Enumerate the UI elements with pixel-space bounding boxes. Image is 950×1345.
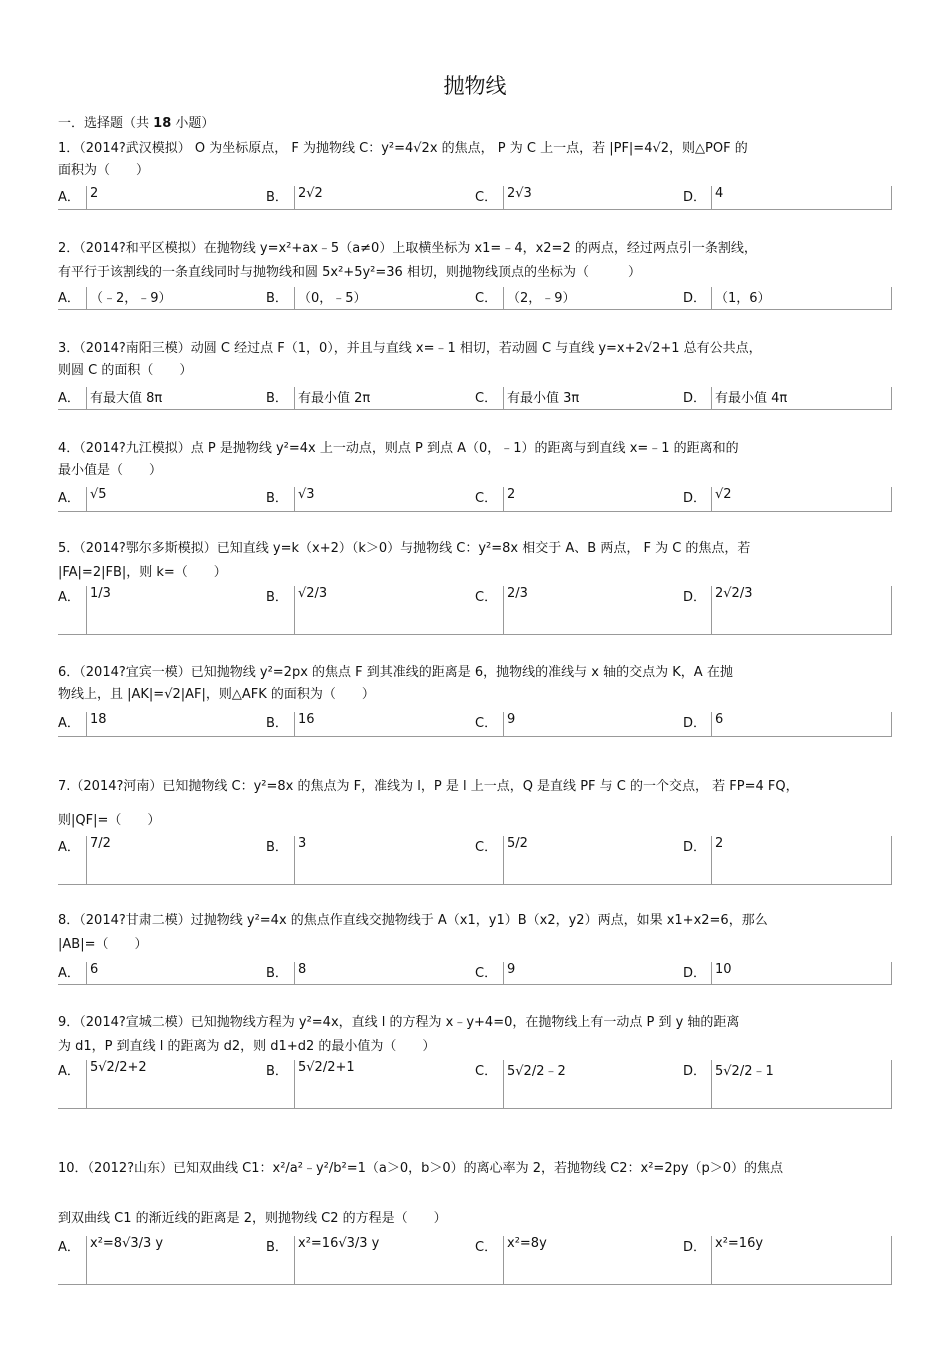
option-label: C．: [475, 190, 498, 205]
option-value: （2，﹣9）: [503, 287, 683, 309]
option-value: 2: [503, 487, 683, 511]
option-label: A．: [58, 391, 80, 406]
option-label: C．: [475, 291, 498, 306]
option-b[interactable]: [266, 287, 475, 309]
option-value: √5: [86, 487, 266, 511]
option-label: B．: [266, 590, 288, 605]
option-b[interactable]: [266, 186, 475, 209]
question-text-line: 面积为（ ）: [58, 163, 150, 178]
option-label: C．: [475, 491, 498, 506]
question-4: [58, 438, 894, 482]
option-value: x²=8y: [503, 1236, 683, 1284]
option-label: B．: [266, 491, 288, 506]
option-d[interactable]: [683, 836, 892, 884]
option-value: 9: [503, 712, 683, 736]
section-count: 18: [153, 116, 172, 131]
option-label: B．: [266, 1064, 288, 1079]
option-label: B．: [266, 966, 288, 981]
question-2: [58, 238, 894, 284]
options-row-right-border: [891, 287, 892, 309]
question-text-line: 6．（2014?宜宾一模）已知抛物线 y²=2px 的焦点 F 到其准线的距离是 6，抛物线的准线与 x 轴的交点为 K，A 在抛: [58, 665, 733, 680]
option-c[interactable]: [475, 586, 683, 634]
option-label: B．: [266, 190, 288, 205]
option-a[interactable]: [58, 287, 266, 309]
option-d[interactable]: [683, 287, 892, 309]
option-label: C．: [475, 590, 498, 605]
question-text-line: 则圆 C 的面积（ ）: [58, 363, 193, 378]
option-label: D．: [683, 1240, 707, 1255]
option-b[interactable]: [266, 387, 475, 409]
question-text-line: 7.（2014?河南）已知抛物线 C：y²=8x 的焦点为 F，准线为 l，P 是 l 上一点，Q 是直线 PF 与 C 的一个交点， 若 FP=4 FQ，: [58, 779, 799, 794]
option-c[interactable]: [475, 287, 683, 309]
option-a[interactable]: [58, 387, 266, 409]
option-value: 10: [711, 962, 892, 984]
option-label: D．: [683, 291, 707, 306]
options-row: [58, 586, 892, 635]
question-text-line: 10．（2012?山东）已知双曲线 C1：x²/a²﹣y²/b²=1（a＞0，b＞0）的离心率为 2，若抛物线 C2：x²=2py（p＞0）的焦点: [58, 1161, 784, 1176]
options-row: [58, 487, 892, 512]
option-label: C．: [475, 1064, 498, 1079]
question-text-line: 9．（2014?宣城二模）已知抛物线方程为 y²=4x，直线 l 的方程为 x﹣y+4=0，在抛物线上有一动点 P 到 y 轴的距离: [58, 1015, 740, 1030]
option-d[interactable]: [683, 712, 892, 736]
option-value: x²=16y: [711, 1236, 892, 1284]
option-label: C．: [475, 840, 498, 855]
option-label: D．: [683, 590, 707, 605]
question-text-line: 3．（2014?南阳三模）动圆 C 经过点 F（1，0），并且与直线 x=﹣1 相切，若动圆 C 与直线 y=x+2√2+1 总有公共点，: [58, 341, 762, 356]
option-a[interactable]: [58, 962, 266, 984]
option-b[interactable]: [266, 1236, 475, 1284]
option-a[interactable]: [58, 1236, 266, 1284]
option-b[interactable]: [266, 487, 475, 511]
option-a[interactable]: [58, 487, 266, 511]
option-label: B．: [266, 716, 288, 731]
option-a[interactable]: [58, 1060, 266, 1108]
option-label: A．: [58, 291, 80, 306]
option-value: 有最小值 4π: [711, 387, 892, 409]
option-b[interactable]: [266, 1060, 475, 1108]
option-label: B．: [266, 291, 288, 306]
option-a[interactable]: [58, 836, 266, 884]
options-row-right-border: [891, 1060, 892, 1108]
question-6: [58, 662, 894, 706]
question-1: [58, 138, 894, 182]
section-prefix: 一．选择题（共: [58, 116, 150, 131]
option-label: D．: [683, 491, 707, 506]
options-row-right-border: [891, 186, 892, 209]
option-value: 2√3: [503, 186, 683, 209]
option-c[interactable]: [475, 487, 683, 511]
page-title: 抛物线: [443, 74, 507, 98]
option-label: B．: [266, 840, 288, 855]
question-text-line: 到双曲线 C1 的渐近线的距离是 2，则抛物线 C2 的方程是（ ）: [58, 1211, 447, 1226]
options-row-right-border: [891, 586, 892, 634]
option-value: √2: [711, 487, 892, 511]
option-value: 4: [711, 186, 892, 209]
option-value: 16: [294, 712, 475, 736]
option-b[interactable]: [266, 836, 475, 884]
option-value: 5√2/2+1: [294, 1060, 475, 1108]
options-row-right-border: [891, 487, 892, 511]
option-value: x²=8√3/3 y: [86, 1236, 266, 1284]
option-d[interactable]: [683, 1236, 892, 1284]
option-value: √2/3: [294, 586, 475, 634]
option-value: 6: [86, 962, 266, 984]
question-text-line: 1．（2014?武汉模拟） O 为坐标原点， F 为抛物线 C：y²=4√2x 的焦点， P 为 C 上一点，若 |PF|=4√2，则△POF 的: [58, 141, 748, 156]
options-row: [58, 287, 892, 310]
option-c[interactable]: [475, 1236, 683, 1284]
question-text-line: 则|QF|=（ ）: [58, 813, 161, 828]
option-c[interactable]: [475, 186, 683, 209]
option-b[interactable]: [266, 962, 475, 984]
option-label: A．: [58, 190, 80, 205]
option-label: D．: [683, 966, 707, 981]
option-value: 2: [711, 836, 892, 884]
option-value: （﹣2，﹣9）: [86, 287, 266, 309]
option-value: 7/2: [86, 836, 266, 884]
section-heading: [58, 112, 214, 131]
option-label: C．: [475, 966, 498, 981]
option-a[interactable]: [58, 712, 266, 736]
question-text-line: 有平行于该割线的一条直线同时与抛物线和圆 5x²+5y²=36 相切，则抛物线顶点的坐标为（ ）: [58, 265, 641, 280]
option-value: 有最大值 8π: [86, 387, 266, 409]
options-row: [58, 836, 892, 885]
option-label: C．: [475, 391, 498, 406]
option-label: B．: [266, 1240, 288, 1255]
question-8: [58, 910, 894, 956]
option-c[interactable]: [475, 387, 683, 409]
option-c[interactable]: [475, 836, 683, 884]
option-b[interactable]: [266, 586, 475, 634]
option-value: 2: [86, 186, 266, 209]
option-a[interactable]: [58, 186, 266, 209]
options-row-right-border: [891, 712, 892, 736]
option-d[interactable]: [683, 387, 892, 409]
option-label: D．: [683, 716, 707, 731]
option-label: A．: [58, 840, 80, 855]
option-value: 5√2/2+2: [86, 1060, 266, 1108]
options-row-right-border: [891, 387, 892, 409]
question-text-line: |AB|=（ ）: [58, 937, 148, 952]
option-d[interactable]: [683, 1060, 892, 1108]
options-row: [58, 1060, 892, 1109]
option-label: A．: [58, 1240, 80, 1255]
option-value: 有最小值 2π: [294, 387, 475, 409]
option-value: 9: [503, 962, 683, 984]
question-text-line: 最小值是（ ）: [58, 463, 163, 478]
option-label: A．: [58, 590, 80, 605]
question-5: [58, 538, 894, 584]
question-text-line: |FA|=2|FB|，则 k=（ ）: [58, 565, 227, 580]
options-row: [58, 712, 892, 737]
options-row-right-border: [891, 1236, 892, 1284]
question-text-line: 2．（2014?和平区模拟）在抛物线 y=x²+ax﹣5（a≠0）上取横坐标为 x1=﹣4，x2=2 的两点，经过两点引一条割线，: [58, 241, 757, 256]
option-c[interactable]: [475, 962, 683, 984]
option-label: D．: [683, 1064, 707, 1079]
question-text-line: 物线上，且 |AK|=√2|AF|，则△AFK 的面积为（ ）: [58, 687, 375, 702]
option-value: 5/2: [503, 836, 683, 884]
option-label: D．: [683, 190, 707, 205]
option-value: 有最小值 3π: [503, 387, 683, 409]
options-row-right-border: [891, 962, 892, 984]
options-row: [58, 1236, 892, 1285]
section-suffix: 小题）: [175, 116, 215, 131]
option-value: x²=16√3/3 y: [294, 1236, 475, 1284]
question-text-line: 5．（2014?鄂尔多斯模拟）已知直线 y=k（x+2）（k＞0）与抛物线 C：y²=8x 相交于 A、B 两点， F 为 C 的焦点，若: [58, 541, 751, 556]
options-row: [58, 387, 892, 410]
option-value: 18: [86, 712, 266, 736]
question-10: [58, 1158, 894, 1230]
option-value: 1/3: [86, 586, 266, 634]
option-b[interactable]: [266, 712, 475, 736]
option-label: A．: [58, 491, 80, 506]
options-row: [58, 962, 892, 985]
option-c[interactable]: [475, 712, 683, 736]
option-a[interactable]: [58, 586, 266, 634]
option-value: 2√2: [294, 186, 475, 209]
option-d[interactable]: [683, 586, 892, 634]
option-label: A．: [58, 1064, 80, 1079]
option-label: A．: [58, 716, 80, 731]
option-label: D．: [683, 840, 707, 855]
option-value: 6: [711, 712, 892, 736]
question-text-line: 8．（2014?甘肃二模）过抛物线 y²=4x 的焦点作直线交抛物线于 A（x1，y1）B（x2，y2）两点，如果 x1+x2=6，那么: [58, 913, 768, 928]
option-d[interactable]: [683, 186, 892, 209]
option-value: （0，﹣5）: [294, 287, 475, 309]
option-label: C．: [475, 1240, 498, 1255]
option-d[interactable]: [683, 487, 892, 511]
question-text-line: 为 d1，P 到直线 l 的距离为 d2，则 d1+d2 的最小值为（ ）: [58, 1039, 436, 1054]
option-label: A．: [58, 966, 80, 981]
question-text-line: 4．（2014?九江模拟）点 P 是抛物线 y²=4x 上一动点，则点 P 到点 A（0，﹣1）的距离与到直线 x=﹣1 的距离和的: [58, 441, 739, 456]
options-row-right-border: [891, 836, 892, 884]
option-label: C．: [475, 716, 498, 731]
options-row: [58, 186, 892, 210]
option-label: B．: [266, 391, 288, 406]
option-d[interactable]: [683, 962, 892, 984]
question-3: [58, 338, 894, 382]
question-9: [58, 1012, 894, 1058]
option-value: 2/3: [503, 586, 683, 634]
option-value: 3: [294, 836, 475, 884]
option-value: 5√2/2﹣1: [711, 1060, 892, 1108]
option-value: （1，6）: [711, 287, 892, 309]
option-value: 5√2/2﹣2: [503, 1060, 683, 1108]
option-c[interactable]: [475, 1060, 683, 1108]
option-label: D．: [683, 391, 707, 406]
option-value: 2√2/3: [711, 586, 892, 634]
option-value: √3: [294, 487, 475, 511]
option-value: 8: [294, 962, 475, 984]
question-7: [58, 776, 894, 832]
